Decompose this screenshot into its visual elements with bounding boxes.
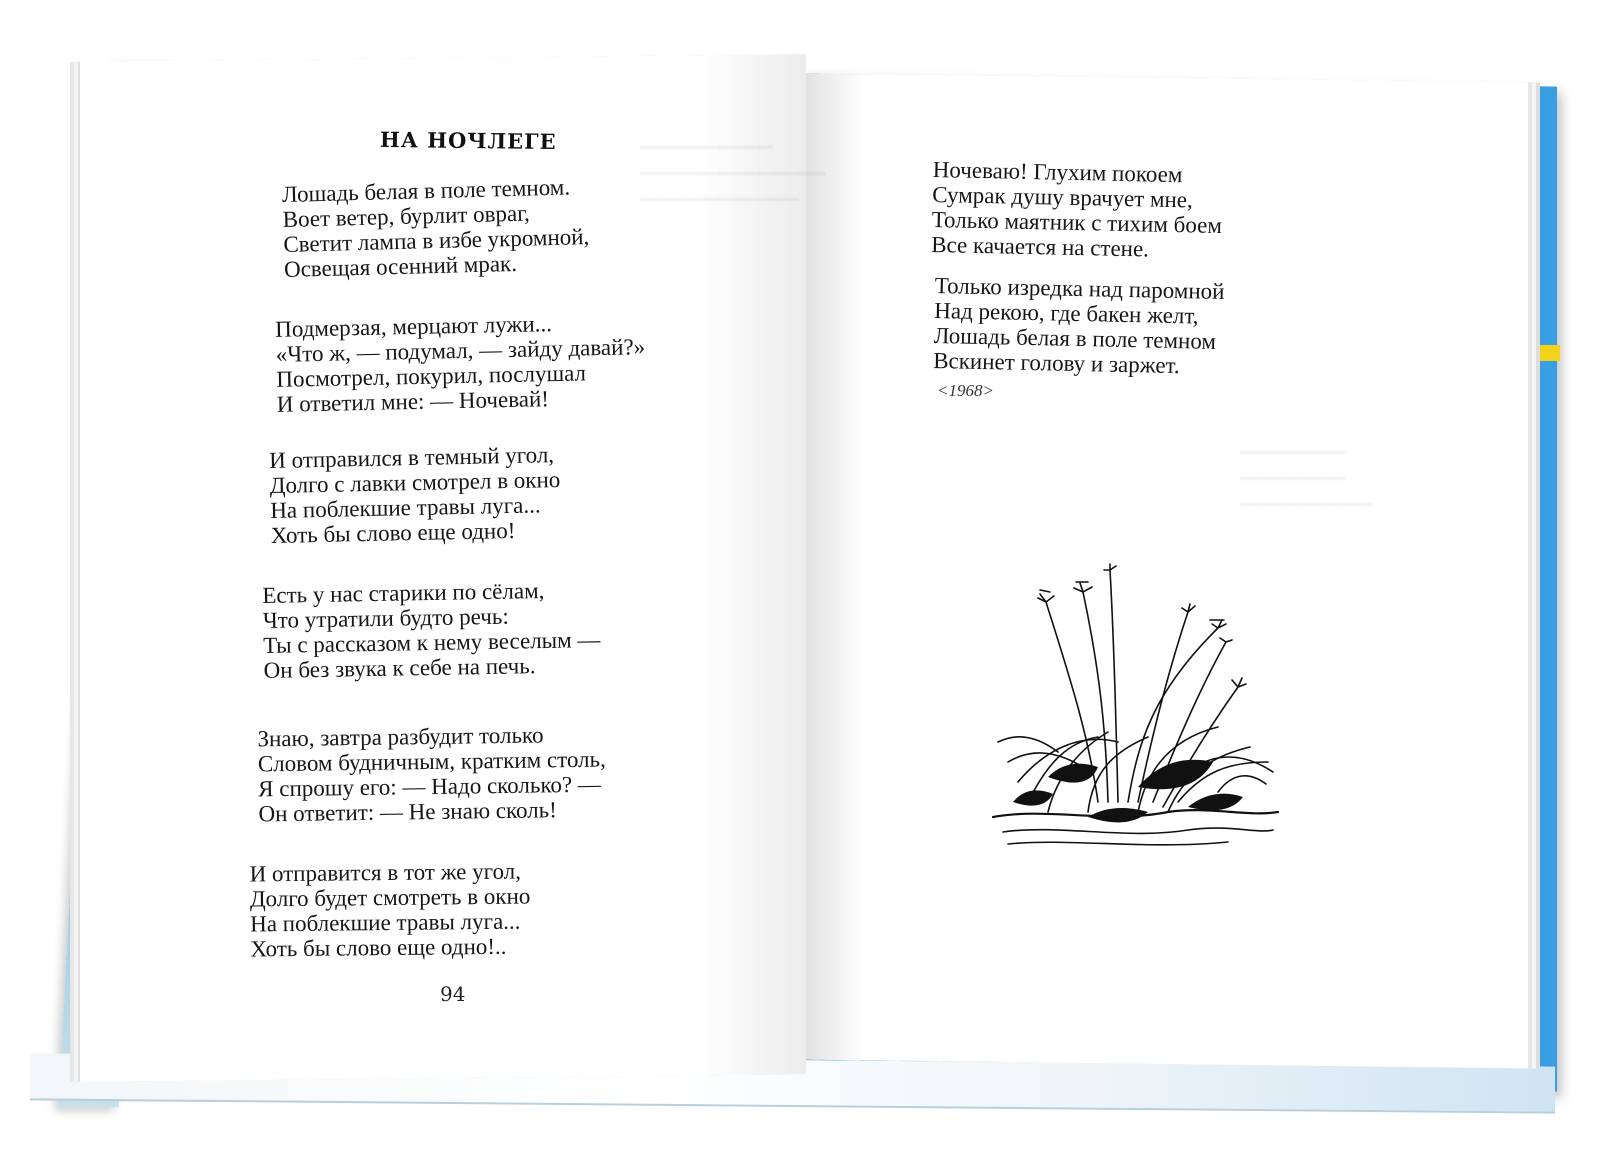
cover-yellow-stripe xyxy=(1530,345,1560,361)
poem-date: <1968> xyxy=(937,381,994,400)
verse-line: Все качается на стене. xyxy=(930,231,1150,262)
verse-line: Словом будничным, кратким столь, xyxy=(257,746,606,777)
verse-line: «Что ж, — подумал, — зайду давай?» xyxy=(275,334,646,367)
verse-line: Он без звука к себе на печь. xyxy=(263,653,536,683)
stanza-2 xyxy=(275,309,646,417)
right-stanza-1 xyxy=(931,157,1223,263)
stanza-3 xyxy=(269,442,562,548)
verse-line: Знаю, завтра разбудит только xyxy=(257,722,544,752)
verse-line: Ночеваю! Глухим покоем xyxy=(932,156,1183,188)
verse-line: Хоть бы слово еще одно!.. xyxy=(250,933,507,962)
stanza-1 xyxy=(282,174,590,282)
stanza-5 xyxy=(257,722,606,827)
grass-flowers-drawing xyxy=(988,562,1280,852)
verse-line: На поблекшие травы луга... xyxy=(250,908,521,937)
stanza-6 xyxy=(249,859,530,962)
verse-line: Светит лампа в избе укромной, xyxy=(283,223,590,257)
verse-line: Только изредка над паромной xyxy=(934,272,1225,305)
verse-line: Освещая осенний мрак. xyxy=(283,250,518,282)
verse-line: Посмотрел, покурил, послушал xyxy=(276,360,587,392)
verse-line: Есть у нас старики по сёлам, xyxy=(262,578,545,608)
verse-line: Подмерзая, мерцают лужи... xyxy=(274,311,553,342)
poem-title: НА НОЧЛЕГЕ xyxy=(379,126,557,155)
show-through-left xyxy=(640,135,825,213)
verse-line: Я спрошу его: — Надо сколько? — xyxy=(258,771,601,802)
right-stanza-2 xyxy=(933,273,1225,379)
verse-line: И отправился в темный угол, xyxy=(268,442,555,474)
verse-line: Сумрак душу врачует мне, xyxy=(932,181,1194,213)
page-number: 94 xyxy=(440,982,466,1006)
verse-line: Ты с рассказом к нему веселым — xyxy=(263,627,601,658)
verse-line: Только маятник с тихим боем xyxy=(931,206,1223,239)
show-through-right xyxy=(1240,440,1372,518)
verse-line: Над рекою, где бакен желт, xyxy=(934,297,1199,329)
verse-line: И отправится в тот же угол, xyxy=(249,858,522,887)
verse-line: Долго будет смотреть в окно xyxy=(249,883,531,912)
stanza-4 xyxy=(262,577,601,683)
verse-line: Долго с лавки смотрел в окно xyxy=(269,466,561,499)
verse-line: Он ответит: — Не знаю сколь! xyxy=(258,797,557,827)
verse-line: Лошадь белая в поле темном xyxy=(933,322,1217,354)
verse-line: Вскинет голову и заржет. xyxy=(932,347,1180,379)
verse-line: Хоть бы слово еще одно! xyxy=(270,517,516,549)
verse-line: И ответил мне: — Ночевай! xyxy=(276,386,550,417)
verse-line: На поблекшие травы луга... xyxy=(270,492,541,524)
verse-line: Лошадь белая в поле темном. xyxy=(281,174,571,208)
verse-line: Что утратили будто речь: xyxy=(262,603,509,633)
verse-line: Воет ветер, бурлит овраг, xyxy=(282,200,531,233)
